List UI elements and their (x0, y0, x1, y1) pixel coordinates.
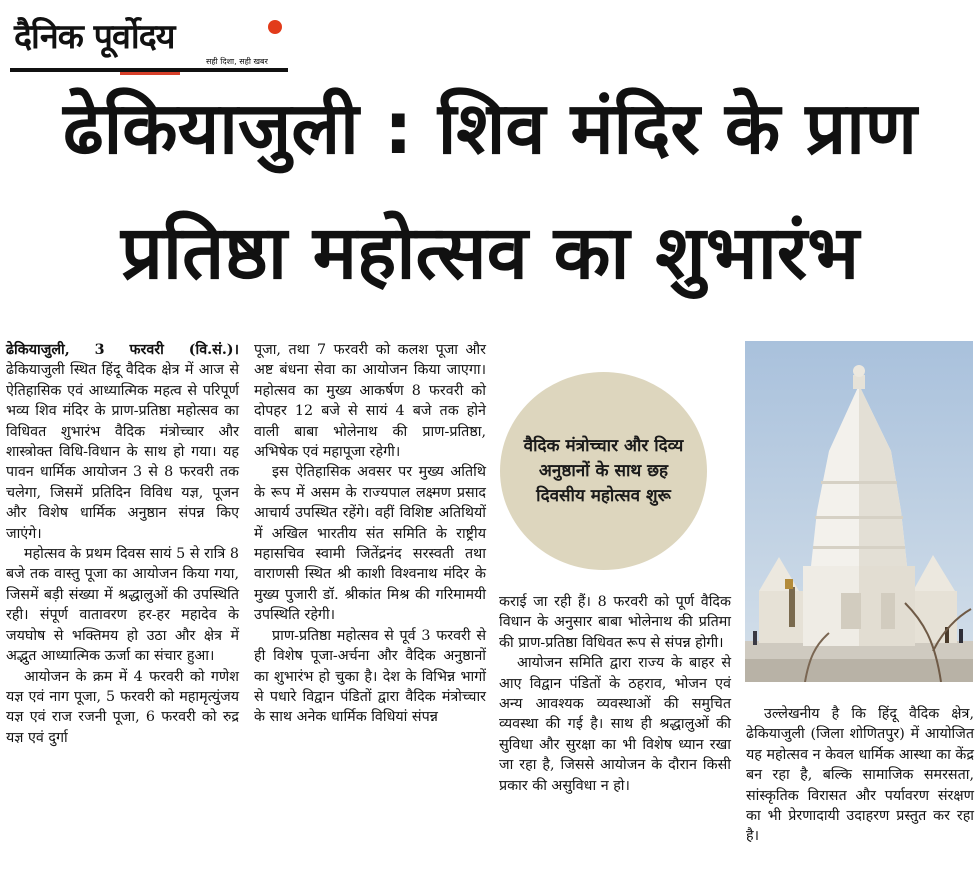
article-column-4 (746, 704, 974, 847)
article-paragraph: कराई जा रही हैं। 8 फरवरी को पूर्ण वैदिक विधान के अनुसार बाबा भोलेनाथ की प्रतिमा की प्राण-प्रतिष्ठा विधिवत रूप से संपन्न होगी। (499, 594, 731, 651)
article-column-3 (499, 592, 731, 796)
brand-logo: दैनिक पूर्वोदय (14, 17, 175, 57)
temple-photo (745, 341, 973, 682)
headline-line-1: ढेकियाजुली : शिव मंदिर के प्राण (63, 86, 917, 170)
paragraph-text: ढेकियाजुली स्थित हिंदू वैदिक क्षेत्र में आज से ऐतिहासिक एवं आध्यात्मिक महत्व से परिपूर्ण भव्य शिव मंदिर के प्राण-प्रतिष्ठा महोत्सव का विधिवत शुभारंभ वैदिक मंत्रोच्चार और शास्त्रोक्त विधि-विधान के साथ हो गया। यह पावन धार्मिक आयोजन 3 से 8 फरवरी तक चलेगा, जिसमें प्रतिदिन विविध यज्ञ, पूजन और विशेष धार्मिक अनुष्ठान संपन्न किए जाएंगे। (6, 362, 239, 542)
article-paragraph: आयोजन समिति द्वारा राज्य के बाहर से आए विद्वान पंडितों के ठहराव, भोजन एवं अन्य आवश्यक व्यवस्थाओं की समुचित व्यवस्था की गई है। साथ ही श्रद्धालुओं की सुविधा और सुरक्षा का भी विशेष ध्यान रखा जा रहा है, जिससे आयोजन के दौरान किसी प्रकार की असुविधा न हो। (499, 655, 731, 794)
headline-line-2: प्रतिष्ठा महोत्सव का शुभारंभ (120, 210, 860, 296)
article-paragraph: इस ऐतिहासिक अवसर पर मुख्य अतिथि के रूप में असम के राज्यपाल लक्ष्मण प्रसाद आचार्य उपस्थित रहेंगे। वहीं विशिष्ट अतिथियों में अखिल भारतीय संत समिति के राष्ट्रीय महासचिव स्वामी जितेंद्रनंद सरस्वती तथा वाराणसी स्थित श्री काशी विश्वनाथ मंदिर के मुख्य पुजारी डॉ. श्रीकांत मिश्र की गरिमामयी उपस्थिति रहेगी। (254, 464, 486, 624)
article-paragraph: पूजा, तथा 7 फरवरी को कलश पूजा और अष्ट बंधना सेवा का आयोजन किया जाएगा। महोत्सव का मुख्य आकर्षण 8 फरवरी को दोपहर 12 बजे से सायं 4 बजे तक होने वाली बाबा भोलेनाथ की प्राण-प्रतिष्ठा, अभिषेक एवं महापूजा रहेगी। (254, 342, 486, 461)
article-paragraph: आयोजन के क्रम में 4 फरवरी को गणेश यज्ञ एवं नाग पूजा, 5 फरवरी को महामृत्युंजय यज्ञ एवं राज रजनी पूजा, 6 फरवरी को रुद्र यज्ञ एवं दुर्गा (6, 668, 239, 746)
masthead-accent-rule (120, 72, 180, 75)
pullquote-circle (500, 372, 707, 570)
pullquote-text: वैदिक मंत्रोच्चार और दिव्य अनुष्ठानों के साथ छह दिवसीय महोत्सव शुरू (523, 435, 684, 506)
tagline: सही दिशा, सही खबर (206, 57, 268, 66)
masthead (10, 8, 288, 72)
article-paragraph: महोत्सव के प्रथम दिवस सायं 5 से रात्रि 8 बजे तक वास्तु पूजा का आयोजन किया गया, जिसमें बड़ी संख्या में श्रद्धालुओं की उपस्थिति रही। संपूर्ण वातावरण हर-हर महादेव के जयघोष से भक्तिमय हो उठा और क्षेत्र में अद्भुत आध्यात्मिक ऊर्जा का संचार हुआ। (6, 546, 239, 665)
article-paragraph: उल्लेखनीय है कि हिंदू वैदिक क्षेत्र, ढेकियाजुली (जिला शोणितपुर) में आयोजित यह महोत्सव न केवल धार्मिक आस्था का केंद्र बन रहा है, बल्कि सामाजिक समरसता, सांस्कृतिक विरासत और पर्यावरण संरक्षण का भी प्रेरणादायी उदाहरण प्रस्तुत कर रहा है। (746, 706, 974, 845)
article-column-1 (6, 340, 239, 748)
article-column-2 (254, 340, 486, 728)
temple-illustration (745, 341, 973, 682)
article-paragraph (6, 340, 239, 544)
brand-sun-icon (268, 20, 282, 34)
article-paragraph: प्राण-प्रतिष्ठा महोत्सव से पूर्व 3 फरवरी से ही विशेष पूजा-अर्चना और वैदिक अनुष्ठानों का शुभारंभ हो चुका है। देश के विभिन्न भागों से पधारे विद्वान पंडितों द्वारा वैदिक मंत्रोच्चार के साथ अनेक धार्मिक विधियां संपन्न (254, 627, 486, 726)
dateline: ढेकियाजुली, 3 फरवरी (वि.सं.)। (6, 342, 239, 358)
